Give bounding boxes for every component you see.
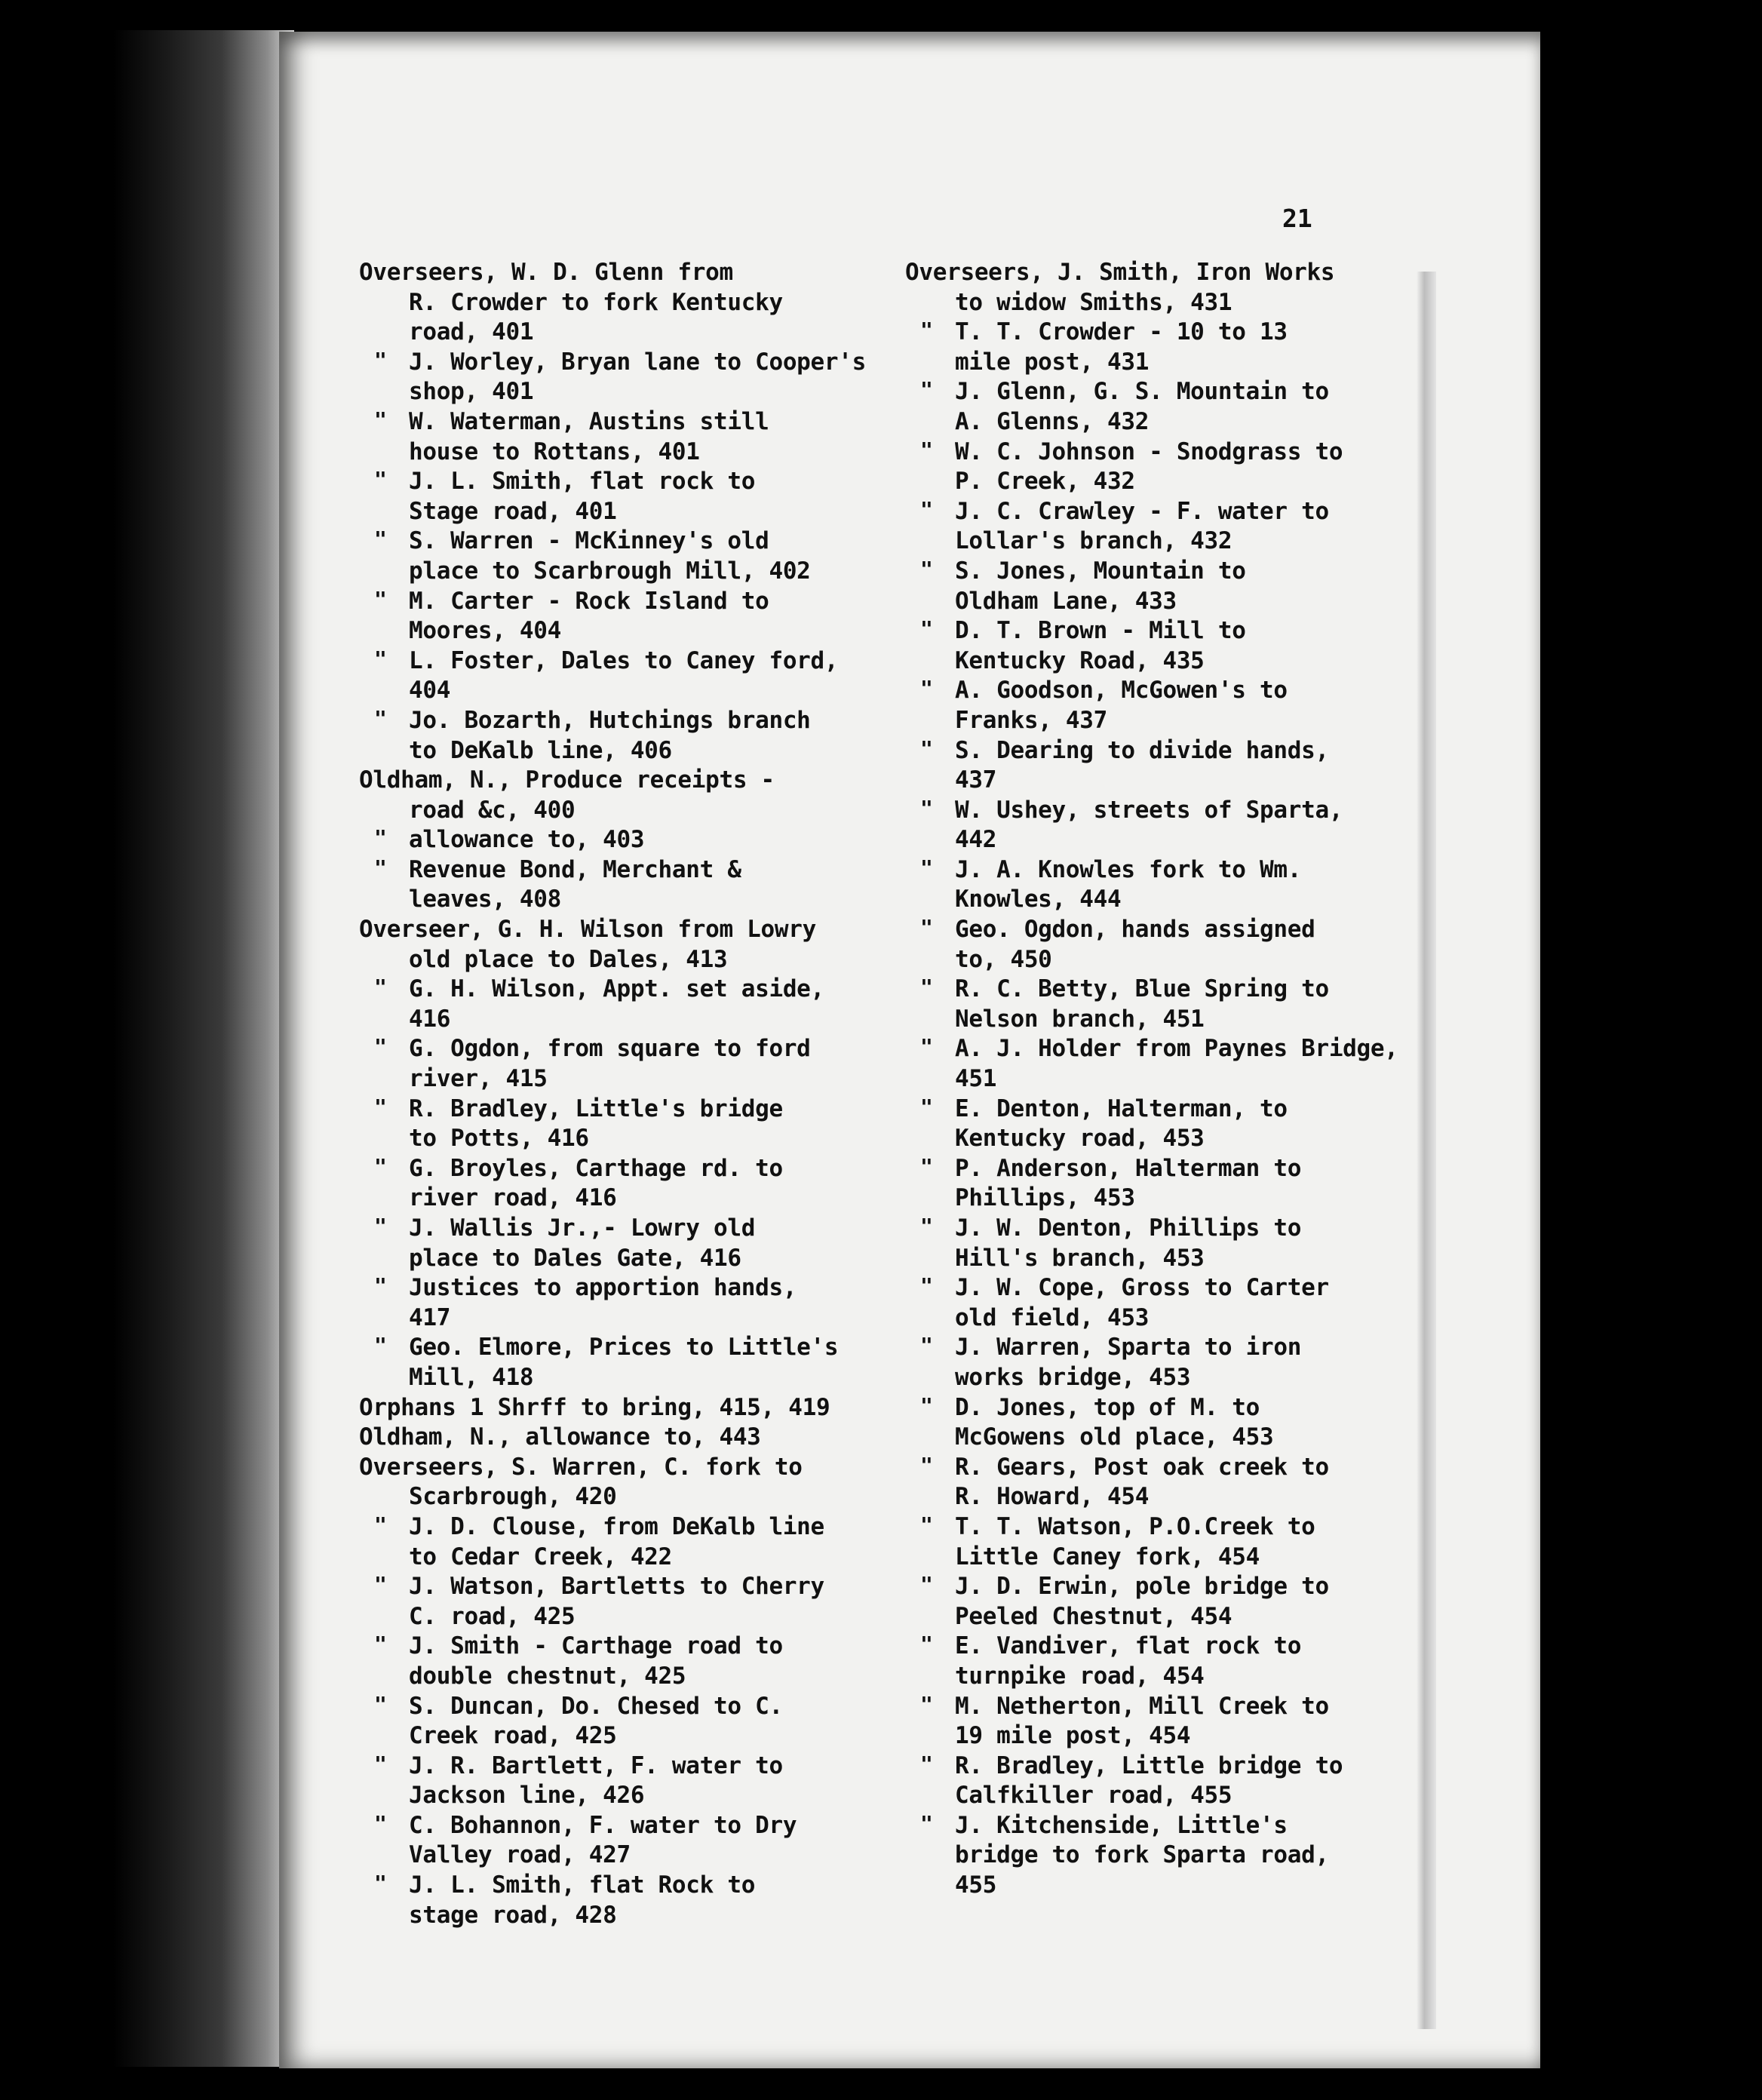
index-sub-entry — [359, 825, 902, 855]
entry-text-line: Valley road, 427 — [409, 1841, 631, 1869]
index-sub-entry — [359, 1273, 902, 1333]
entry-text-line: Revenue Bond, Merchant & — [409, 855, 741, 883]
entry-text-line: L. Foster, Dales to Caney ford, — [409, 646, 839, 674]
ditto-mark: " — [920, 1810, 933, 1836]
entry-text-line: J. W. Cope, Gross to Carter — [955, 1274, 1329, 1302]
ditto-mark: " — [374, 1094, 387, 1119]
entry-text-line: S. Dearing to divide hands, — [955, 736, 1329, 764]
index-sub-entry — [359, 1871, 902, 1930]
index-sub-entry — [359, 467, 902, 527]
ditto-mark: " — [920, 915, 933, 941]
entry-text-line: J. Warren, Sparta to iron — [955, 1334, 1302, 1362]
entry-text-line: C. road, 425 — [409, 1602, 576, 1630]
index-sub-entry — [905, 318, 1388, 377]
index-heading-entry — [359, 258, 902, 348]
ditto-mark: " — [374, 1751, 387, 1776]
entry-text-line: to Potts, 416 — [409, 1125, 589, 1153]
ditto-mark: " — [374, 1871, 387, 1896]
index-sub-entry — [359, 587, 902, 646]
entry-text-line: Scarbrough, 420 — [409, 1483, 617, 1511]
ditto-mark: " — [920, 795, 933, 821]
entry-text-line: W. C. Johnson - Snodgrass to — [955, 438, 1343, 465]
entry-text-line: river, 415 — [409, 1065, 548, 1093]
entry-text-line: T. T. Watson, P.O.Creek to — [955, 1512, 1315, 1540]
ditto-mark: " — [920, 855, 933, 880]
index-heading-entry — [359, 1393, 902, 1423]
entry-text-line: T. T. Crowder - 10 to 13 — [955, 318, 1288, 346]
entry-text-line: to, 450 — [955, 945, 1052, 973]
ditto-mark: " — [920, 1214, 933, 1239]
entry-text-line: Mill, 418 — [409, 1363, 534, 1391]
entry-text-line: road &c, 400 — [409, 796, 576, 824]
index-sub-entry — [359, 1154, 902, 1214]
index-sub-entry — [905, 1572, 1388, 1632]
entry-text-line: Lollar's branch, 432 — [955, 527, 1232, 555]
ditto-mark: " — [374, 1333, 387, 1359]
ditto-mark: " — [920, 1632, 933, 1657]
ditto-mark: " — [920, 1452, 933, 1478]
entry-text-line: J. Watson, Bartletts to Cherry — [409, 1573, 824, 1601]
entry-text-line: E. Vandiver, flat rock to — [955, 1632, 1302, 1660]
entry-text-line: turnpike road, 454 — [955, 1662, 1205, 1690]
entry-text-line: D. Jones, top of M. to — [955, 1393, 1260, 1421]
entry-text-line: Geo. Ogdon, hands assigned — [955, 916, 1315, 944]
entry-text-line: Orphans 1 Shrff to bring, 415, 419 — [359, 1393, 830, 1421]
ditto-mark: " — [920, 1273, 933, 1299]
entry-text-line: W. Ushey, streets of Sparta, — [955, 796, 1343, 824]
ditto-mark: " — [920, 735, 933, 761]
entry-text-line: J. L. Smith, flat Rock to — [409, 1871, 756, 1899]
index-sub-entry — [359, 1752, 902, 1811]
index-sub-entry — [905, 796, 1388, 855]
entry-text-line: P. Anderson, Halterman to — [955, 1154, 1302, 1182]
entry-text-line: Overseers, J. Smith, Iron Works — [905, 259, 1335, 286]
entry-text-line: G. H. Wilson, Appt. set aside, — [409, 975, 824, 1003]
entry-text-line: Stage road, 401 — [409, 497, 617, 525]
entry-text-line: A. Goodson, McGowen's to — [955, 677, 1288, 705]
entry-text-line: to DeKalb line, 406 — [409, 736, 672, 764]
index-heading-entry — [359, 1423, 902, 1453]
entry-text-line: M. Carter - Rock Island to — [409, 587, 769, 615]
index-sub-entry — [905, 616, 1388, 676]
ditto-mark: " — [374, 1810, 387, 1836]
entry-text-line: 455 — [955, 1871, 997, 1899]
index-sub-entry — [905, 1512, 1388, 1572]
entry-text-line: Calfkiller road, 455 — [955, 1782, 1232, 1810]
ditto-mark: " — [920, 1333, 933, 1359]
entry-text-line: J. Kitchenside, Little's — [955, 1811, 1288, 1839]
ditto-mark: " — [920, 676, 933, 702]
entry-text-line: M. Netherton, Mill Creek to — [955, 1692, 1329, 1720]
index-sub-entry — [905, 1273, 1388, 1333]
entry-text-line: 442 — [955, 826, 997, 854]
index-sub-entry — [905, 1752, 1388, 1811]
entry-text-line: leaves, 408 — [409, 886, 561, 913]
entry-text-line: R. Bradley, Little bridge to — [955, 1752, 1343, 1779]
index-sub-entry — [905, 1453, 1388, 1512]
entry-text-line: to Cedar Creek, 422 — [409, 1543, 672, 1570]
entry-text-line: G. Ogdon, from square to ford — [409, 1035, 811, 1063]
entry-text-line: Nelson branch, 451 — [955, 1005, 1205, 1033]
entry-text-line: 416 — [409, 1005, 451, 1033]
ditto-mark: " — [374, 975, 387, 1000]
ditto-mark: " — [374, 1691, 387, 1717]
index-sub-entry — [905, 855, 1388, 915]
entry-text-line: J. R. Bartlett, F. water to — [409, 1752, 783, 1779]
index-sub-entry — [359, 1214, 902, 1273]
ditto-mark: " — [374, 1034, 387, 1060]
entry-text-line: S. Warren - McKinney's old — [409, 527, 769, 555]
entry-text-line: A. Glenns, 432 — [955, 407, 1150, 435]
entry-text-line: place to Scarbrough Mill, 402 — [409, 557, 811, 585]
entry-text-line: river road, 416 — [409, 1184, 617, 1212]
entry-text-line: J. D. Erwin, pole bridge to — [955, 1573, 1329, 1601]
entry-text-line: J. Wallis Jr.,- Lowry old — [409, 1214, 756, 1242]
entry-text-line: Oldham Lane, 433 — [955, 587, 1177, 615]
index-sub-entry — [359, 527, 902, 586]
ditto-mark: " — [920, 437, 933, 462]
ditto-mark: " — [374, 527, 387, 552]
entry-text-line: 451 — [955, 1065, 997, 1093]
index-sub-entry — [905, 377, 1388, 437]
index-sub-entry — [905, 1214, 1388, 1273]
index-sub-entry — [359, 1811, 902, 1871]
index-sub-entry — [359, 1095, 902, 1154]
right-index-column — [905, 258, 1398, 1901]
entry-text-line: Justices to apportion hands, — [409, 1274, 797, 1302]
entry-text-line: Knowles, 444 — [955, 886, 1122, 913]
entry-text-line: old place to Dales, 413 — [409, 945, 728, 973]
page-edge — [1417, 272, 1436, 2029]
entry-text-line: C. Bohannon, F. water to Dry — [409, 1811, 797, 1839]
entry-text-line: J. Glenn, G. S. Mountain to — [955, 378, 1329, 406]
entry-text-line: McGowens old place, 453 — [955, 1423, 1274, 1451]
ditto-mark: " — [920, 975, 933, 1000]
entry-text-line: house to Rottans, 401 — [409, 438, 700, 465]
index-sub-entry — [905, 915, 1388, 975]
entry-text-line: J. Worley, Bryan lane to Cooper's — [409, 348, 866, 376]
entry-text-line: Little Caney fork, 454 — [955, 1543, 1260, 1570]
entry-text-line: R. C. Betty, Blue Spring to — [955, 975, 1329, 1003]
left-index-column — [359, 258, 902, 1930]
ditto-mark: " — [374, 467, 387, 493]
ditto-mark: " — [920, 616, 933, 642]
index-sub-entry — [359, 855, 902, 915]
entry-text-line: R. Gears, Post oak creek to — [955, 1453, 1329, 1481]
ditto-mark: " — [374, 1153, 387, 1179]
entry-text-line: road, 401 — [409, 318, 534, 346]
entry-text-line: 404 — [409, 677, 451, 705]
entry-text-line: J. A. Knowles fork to Wm. — [955, 855, 1302, 883]
ditto-mark: " — [920, 1034, 933, 1060]
ditto-mark: " — [920, 318, 933, 343]
index-sub-entry — [359, 1572, 902, 1632]
entry-text-line: G. Broyles, Carthage rd. to — [409, 1154, 783, 1182]
ditto-mark: " — [374, 646, 387, 671]
entry-text-line: Oldham, N., allowance to, 443 — [359, 1423, 761, 1451]
entry-text-line: 437 — [955, 766, 997, 794]
entry-text-line: Kentucky road, 453 — [955, 1125, 1205, 1153]
index-sub-entry — [905, 676, 1388, 735]
entry-text-line: S. Jones, Mountain to — [955, 557, 1246, 585]
entry-text-line: Jo. Bozarth, Hutchings branch — [409, 706, 811, 734]
index-heading-entry — [359, 1453, 902, 1512]
ditto-mark: " — [374, 705, 387, 731]
ditto-mark: " — [374, 1632, 387, 1657]
entry-text-line: bridge to fork Sparta road, — [955, 1841, 1329, 1869]
index-sub-entry — [905, 1393, 1388, 1453]
index-sub-entry — [905, 975, 1388, 1034]
index-sub-entry — [905, 1333, 1388, 1392]
ditto-mark: " — [920, 377, 933, 403]
entry-text-line: J. Smith - Carthage road to — [409, 1632, 783, 1660]
entry-text-line: stage road, 428 — [409, 1901, 617, 1929]
entry-text-line: to widow Smiths, 431 — [955, 288, 1232, 316]
ditto-mark: " — [374, 825, 387, 851]
entry-text-line: Overseers, S. Warren, C. fork to — [359, 1453, 803, 1481]
entry-text-line: Phillips, 453 — [955, 1184, 1135, 1212]
index-sub-entry — [905, 1632, 1388, 1691]
entry-text-line: P. Creek, 432 — [955, 468, 1135, 496]
index-sub-entry — [359, 1034, 902, 1094]
entry-text-line: D. T. Brown - Mill to — [955, 617, 1246, 645]
entry-text-line: Overseer, G. H. Wilson from Lowry — [359, 916, 816, 944]
entry-text-line: R. Bradley, Little's bridge — [409, 1095, 783, 1122]
entry-text-line: Franks, 437 — [955, 706, 1107, 734]
entry-text-line: place to Dales Gate, 416 — [409, 1244, 741, 1272]
entry-text-line: 417 — [409, 1303, 451, 1331]
index-sub-entry — [905, 497, 1388, 557]
index-sub-entry — [905, 736, 1388, 796]
index-sub-entry — [905, 1095, 1388, 1154]
index-sub-entry — [359, 1333, 902, 1392]
entry-text-line: mile post, 431 — [955, 348, 1150, 376]
ditto-mark: " — [920, 556, 933, 582]
ditto-mark: " — [374, 347, 387, 373]
ditto-mark: " — [374, 855, 387, 880]
index-heading-entry — [359, 915, 902, 975]
entry-text-line: R. Crowder to fork Kentucky — [409, 288, 783, 316]
ditto-mark: " — [374, 1512, 387, 1537]
entry-text-line: J. L. Smith, flat rock to — [409, 468, 756, 496]
index-sub-entry — [359, 348, 902, 407]
ditto-mark: " — [374, 1572, 387, 1598]
ditto-mark: " — [920, 1094, 933, 1119]
entry-text-line: shop, 401 — [409, 378, 534, 406]
index-sub-entry — [905, 1154, 1388, 1214]
index-sub-entry — [905, 438, 1388, 497]
entry-text-line: J. C. Crawley - F. water to — [955, 497, 1329, 525]
entry-text-line: Peeled Chestnut, 454 — [955, 1602, 1232, 1630]
ditto-mark: " — [920, 496, 933, 522]
index-sub-entry — [905, 1034, 1398, 1094]
entry-text-line: Kentucky Road, 435 — [955, 646, 1205, 674]
index-heading-entry — [905, 258, 1388, 318]
ditto-mark: " — [920, 1392, 933, 1418]
entry-text-line: Geo. Elmore, Prices to Little's — [409, 1334, 839, 1362]
entry-text-line: 19 mile post, 454 — [955, 1722, 1191, 1750]
entry-text-line: works bridge, 453 — [955, 1363, 1191, 1391]
ditto-mark: " — [374, 1273, 387, 1299]
entry-text-line: S. Duncan, Do. Chesed to C. — [409, 1692, 783, 1720]
entry-text-line: Creek road, 425 — [409, 1722, 617, 1750]
ditto-mark: " — [374, 407, 387, 432]
index-sub-entry — [359, 1692, 902, 1752]
ditto-mark: " — [920, 1751, 933, 1776]
index-sub-entry — [359, 706, 902, 766]
entry-text-line: A. J. Holder from Paynes Bridge, — [955, 1035, 1398, 1063]
index-sub-entry — [359, 646, 902, 706]
entry-text-line: J. D. Clouse, from DeKalb line — [409, 1512, 824, 1540]
ditto-mark: " — [920, 1512, 933, 1537]
entry-text-line: W. Waterman, Austins still — [409, 407, 769, 435]
index-sub-entry — [905, 1811, 1388, 1901]
entry-text-line: E. Denton, Halterman, to — [955, 1095, 1288, 1122]
index-sub-entry — [359, 975, 902, 1034]
index-sub-entry — [905, 557, 1388, 616]
index-sub-entry — [359, 407, 902, 467]
entry-text-line: Jackson line, 426 — [409, 1782, 645, 1810]
binding-shadow — [113, 30, 294, 2067]
index-sub-entry — [359, 1512, 902, 1572]
entry-text-line: J. W. Denton, Phillips to — [955, 1214, 1302, 1242]
ditto-mark: " — [920, 1153, 933, 1179]
entry-text-line: Oldham, N., Produce receipts - — [359, 766, 775, 794]
entry-text-line: Overseers, W. D. Glenn from — [359, 259, 733, 286]
index-sub-entry — [905, 1692, 1388, 1752]
ditto-mark: " — [920, 1572, 933, 1598]
entry-text-line: double chestnut, 425 — [409, 1662, 686, 1690]
ditto-mark: " — [374, 586, 387, 612]
entry-text-line: Hill's branch, 453 — [955, 1244, 1205, 1272]
entry-text-line: R. Howard, 454 — [955, 1483, 1150, 1511]
entry-text-line: allowance to, 403 — [409, 826, 645, 854]
ditto-mark: " — [374, 1214, 387, 1239]
entry-text-line: Moores, 404 — [409, 617, 561, 645]
page-number: 21 — [1282, 204, 1312, 233]
ditto-mark: " — [920, 1691, 933, 1717]
entry-text-line: old field, 453 — [955, 1303, 1150, 1331]
index-sub-entry — [359, 1632, 902, 1691]
index-heading-entry — [359, 766, 902, 825]
